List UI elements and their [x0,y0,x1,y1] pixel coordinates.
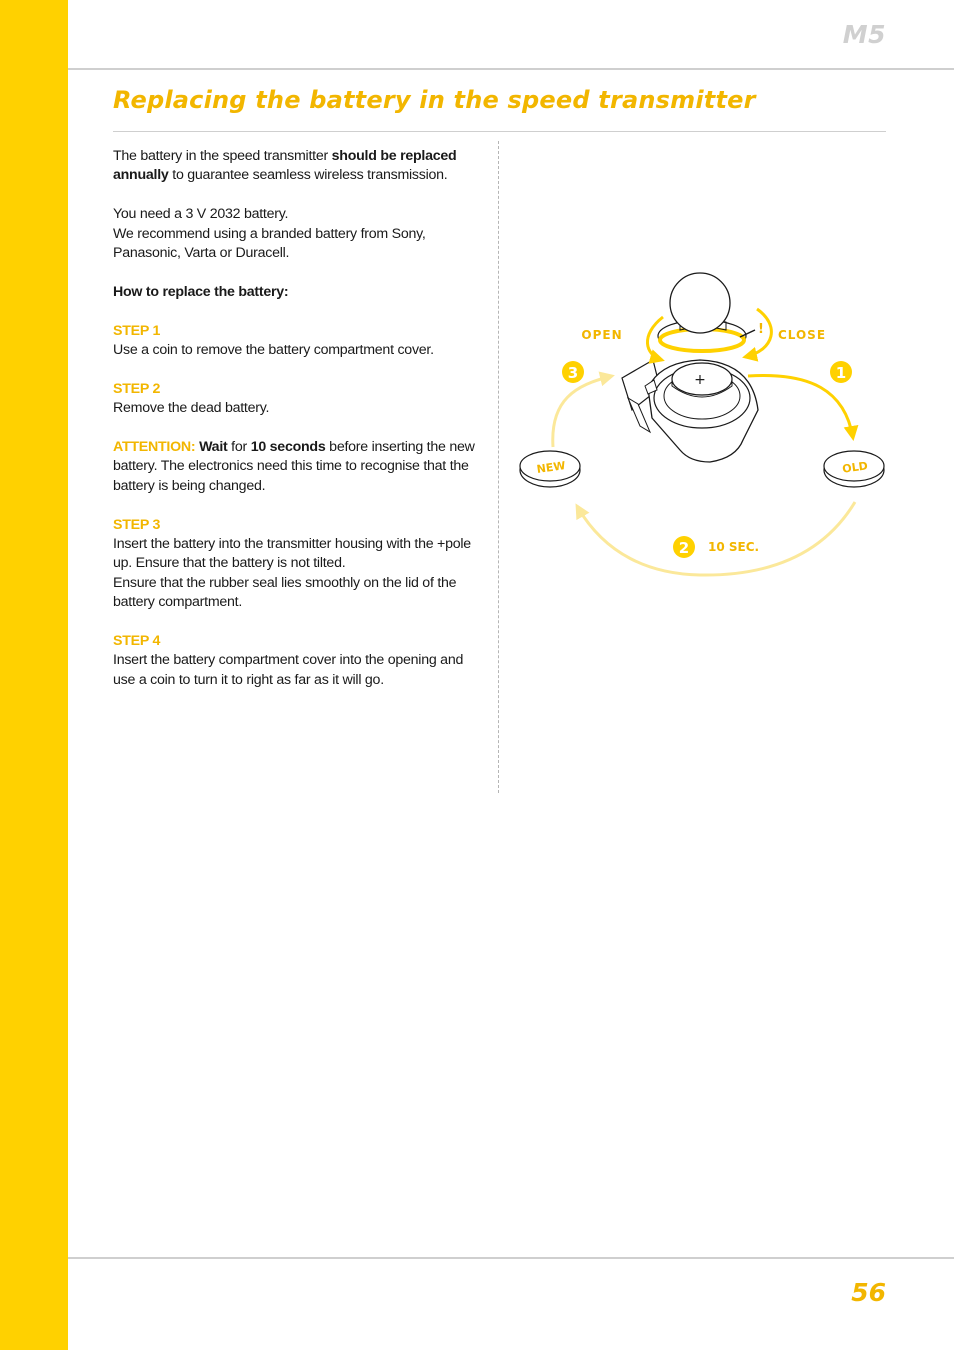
step-badge-2 [673,536,695,558]
wait-label: 10 SEC. [708,540,760,554]
arrow-wait-to-new [577,502,855,575]
step-1-label: STEP 1 [113,322,161,339]
svg-text:3: 3 [567,364,579,382]
old-battery [824,451,884,487]
old-battery-label: OLD [841,459,869,476]
transmitter-housing [622,360,758,462]
open-label: OPEN [581,328,623,342]
svg-text:1: 1 [835,364,847,382]
step-2-label: STEP 2 [113,380,161,397]
howto-heading: How to replace the battery: [113,283,289,300]
plus-pole-mark: + [694,372,706,388]
step-badge-1 [830,361,852,383]
requirements-paragraph: You need a 3 V 2032 battery. We recommend using a branded battery from Sony, Panasonic, Varta or Duracell. [113,206,426,262]
coin-icon [670,273,730,333]
new-battery [520,451,580,487]
step-3: STEP 3 Insert the battery into the transmitter housing with the +pole up. Ensure that the battery is not tilted. Ensure that the rubber seal lies smoothly on the lid of the battery compartment. [113,516,471,611]
side-color-bar [0,0,68,1350]
step-2: STEP 2 Remove the dead battery. [113,380,270,417]
step-1: STEP 1 Use a coin to remove the battery compartment cover. [113,322,434,359]
instruction-text [113,147,479,710]
new-battery-label: NEW [535,459,567,476]
page-title: Replacing the battery in the speed transmitter [113,86,756,114]
attention-note: ATTENTION: Wait for 10 seconds before inserting the new battery. The electronics need this time to recognise that the battery is being changed. [113,439,475,494]
footer-rule [68,1257,954,1259]
close-label: CLOSE [777,328,827,342]
step-badge-3 [562,361,584,383]
header-rule [68,68,954,70]
intro-paragraph: The battery in the speed transmitter should be replaced annually to guarantee seamless wireless transmission. [113,148,457,184]
svg-text:2: 2 [678,539,690,557]
arrow-device-to-old [748,375,853,438]
arrow-new-to-device [553,376,612,447]
page-number: 56 [851,1278,886,1307]
exclaim-mark: ! [758,322,764,337]
step-4-label: STEP 4 [113,633,161,650]
step-3-label: STEP 3 [113,516,161,533]
model-label: M5 [842,20,886,49]
step-4: STEP 4 Insert the battery compartment cover into the opening and use a coin to turn it to right as far as it will go. [113,633,464,688]
column-divider [498,141,499,793]
battery-replacement-illustration [510,255,900,590]
attention-label: ATTENTION: [113,439,196,456]
title-rule [113,131,886,132]
